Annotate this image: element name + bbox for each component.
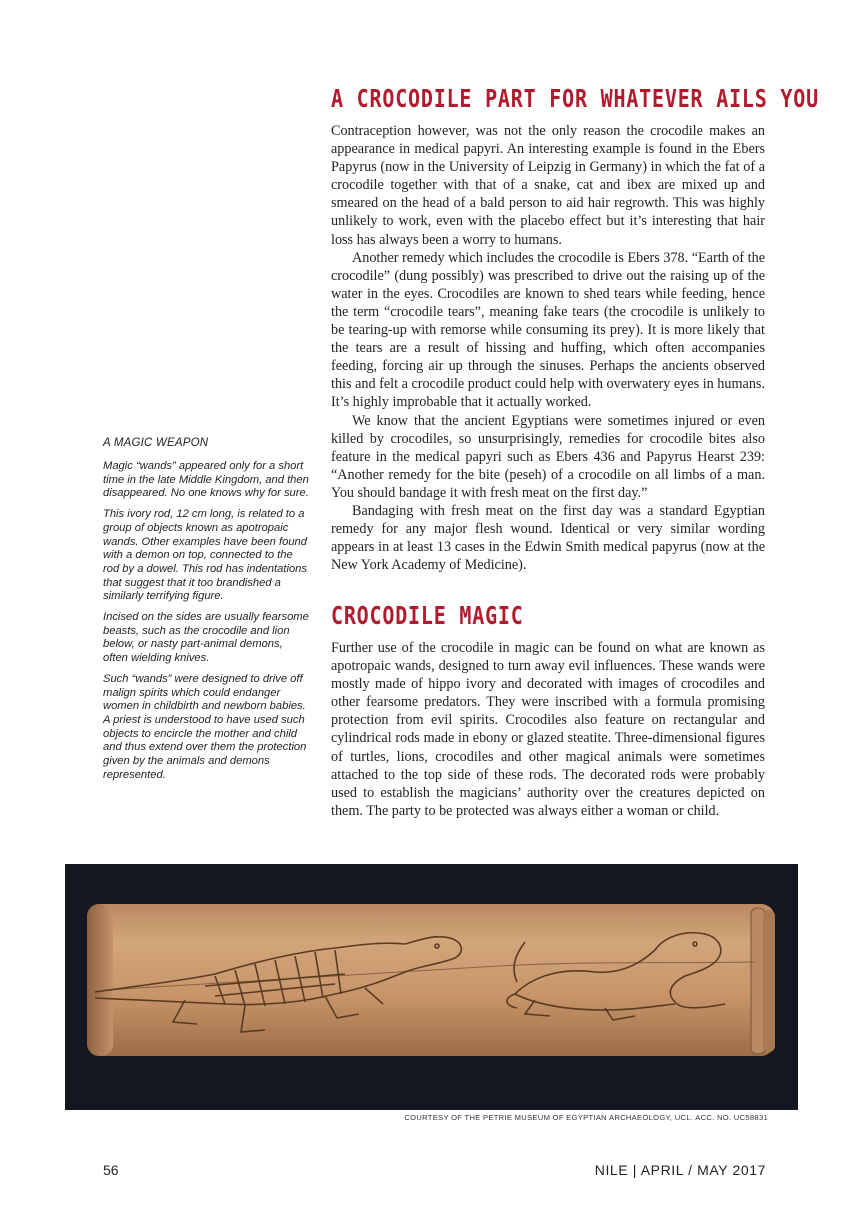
rod-right-cap [763,910,775,1052]
ivory-rod-photo [65,864,798,1110]
rod-body [87,904,775,1056]
sidebar-paragraph: Magic “wands” appeared only for a short time in the late Middle Kingdom, and then disappeared. No one knows why for sure. [103,460,309,500]
sidebar-caption [103,460,309,789]
sidebar-paragraph: Such “wands” were designed to drive off malign spirits which could endanger women in childbirth and newborn babies. A priest is understood to have used such objects to encircle the mother and child and thus extend over them the protection given by the animals and demons represented. [103,672,307,781]
magazine-issue: NILE | APRIL / MAY 2017 [594,1162,766,1178]
sidebar-title: A MAGIC WEAPON [103,437,209,449]
photo-credit: COURTESY OF THE PETRIE MUSEUM OF EGYPTIAN ARCHAEOLOGY, UCL. ACC. NO. UC58831 [404,1113,768,1122]
paragraph: Another remedy which includes the crocodile is Ebers 378. “Earth of the crocodile” (dung possibly) was prescribed to drive out the raising up of the water in the eyes. Crocodiles are known to shed tears while feeding, hence the term “crocodile tears”, meaning fake tears (the crocodile is unlikely to be tearing-up with remorse while consuming its prey). It is more likely that the tears are a result of hissing and huffing, which often accompanies feeding, forcing air up through the sinuses. Perhaps the ancients observed this and felt a crocodile product could help with overwatery eyes in humans. It’s highly improbable that it actually worked. [331,249,765,411]
rod-right-end [751,908,765,1054]
paragraph: Contraception however, was not the only reason the crocodile makes an appearance in medical papyri. An interesting example is found in the Ebers Papyrus (now in the University of Leipzig in Germany) in which the fat of a crocodile together with that of a snake, cat and ibex are mixed up and smeared on the head of a bald person to aid hair regrowth. This was highly unlikely to work, even with the placebo effect but it’s interesting that hair loss has always been a worry to humans. [331,123,765,248]
paragraph: Bandaging with fresh meat on the first day was a standard Egyptian remedy for any major flesh wound. Identical or very similar wording appears in at least 13 cases in the Edwin Smith medical papyrus (now at the New York Academy of Medicine). [331,502,765,574]
page-number: 56 [103,1162,119,1178]
article-body-remedies [331,122,765,574]
ivory-rod-illustration [65,864,798,1110]
rod-left-end [87,904,113,1056]
article-heading-magic: CROCODILE MAGIC [331,601,524,630]
article-body-magic [331,639,765,820]
sidebar-paragraph: Incised on the sides are usually fearsome beasts, such as the crocodile and lion below, or nasty part-animal demons, often wielding knives. [103,611,309,665]
article-heading-remedies: A CROCODILE PART FOR WHATEVER AILS YOU [331,84,819,113]
paragraph: We know that the ancient Egyptians were sometimes injured or even killed by crocodiles, so unsurprisingly, remedies for crocodile bites also feature in the medical papyri such as Ebers 436 and Papyrus Hearst 239: “Another remedy for the bite (peseh) of a crocodile on all limbs of a man. You should bandage it with fresh meat on the first day.” [331,412,765,501]
sidebar-paragraph: This ivory rod, 12 cm long, is related to a group of objects known as apotropaic wands. Other examples have been found with a demon on top, connected to the rod by a dowel. This rod has indentations that suggest that it too brandished a similarly terrifying figure. [103,508,307,603]
paragraph: Further use of the crocodile in magic can be found on what are known as apotropaic wands, designed to turn away evil influences. These wands were mostly made of hippo ivory and decorated with images of crocodiles and other fearsome predators. They were inscribed with a formula promising protection from evil spirits. Crocodiles also feature on rectangular and cylindrical rods made in ebony or glazed steatite. Three-dimensional figures of turtles, lions, crocodiles and other magical animals were sometimes attached to the top side of these rods. The decorated rods were probably used to establish the magicians’ authority over the creatures depicted on them. The party to be protected was always either a woman or child. [331,640,765,819]
